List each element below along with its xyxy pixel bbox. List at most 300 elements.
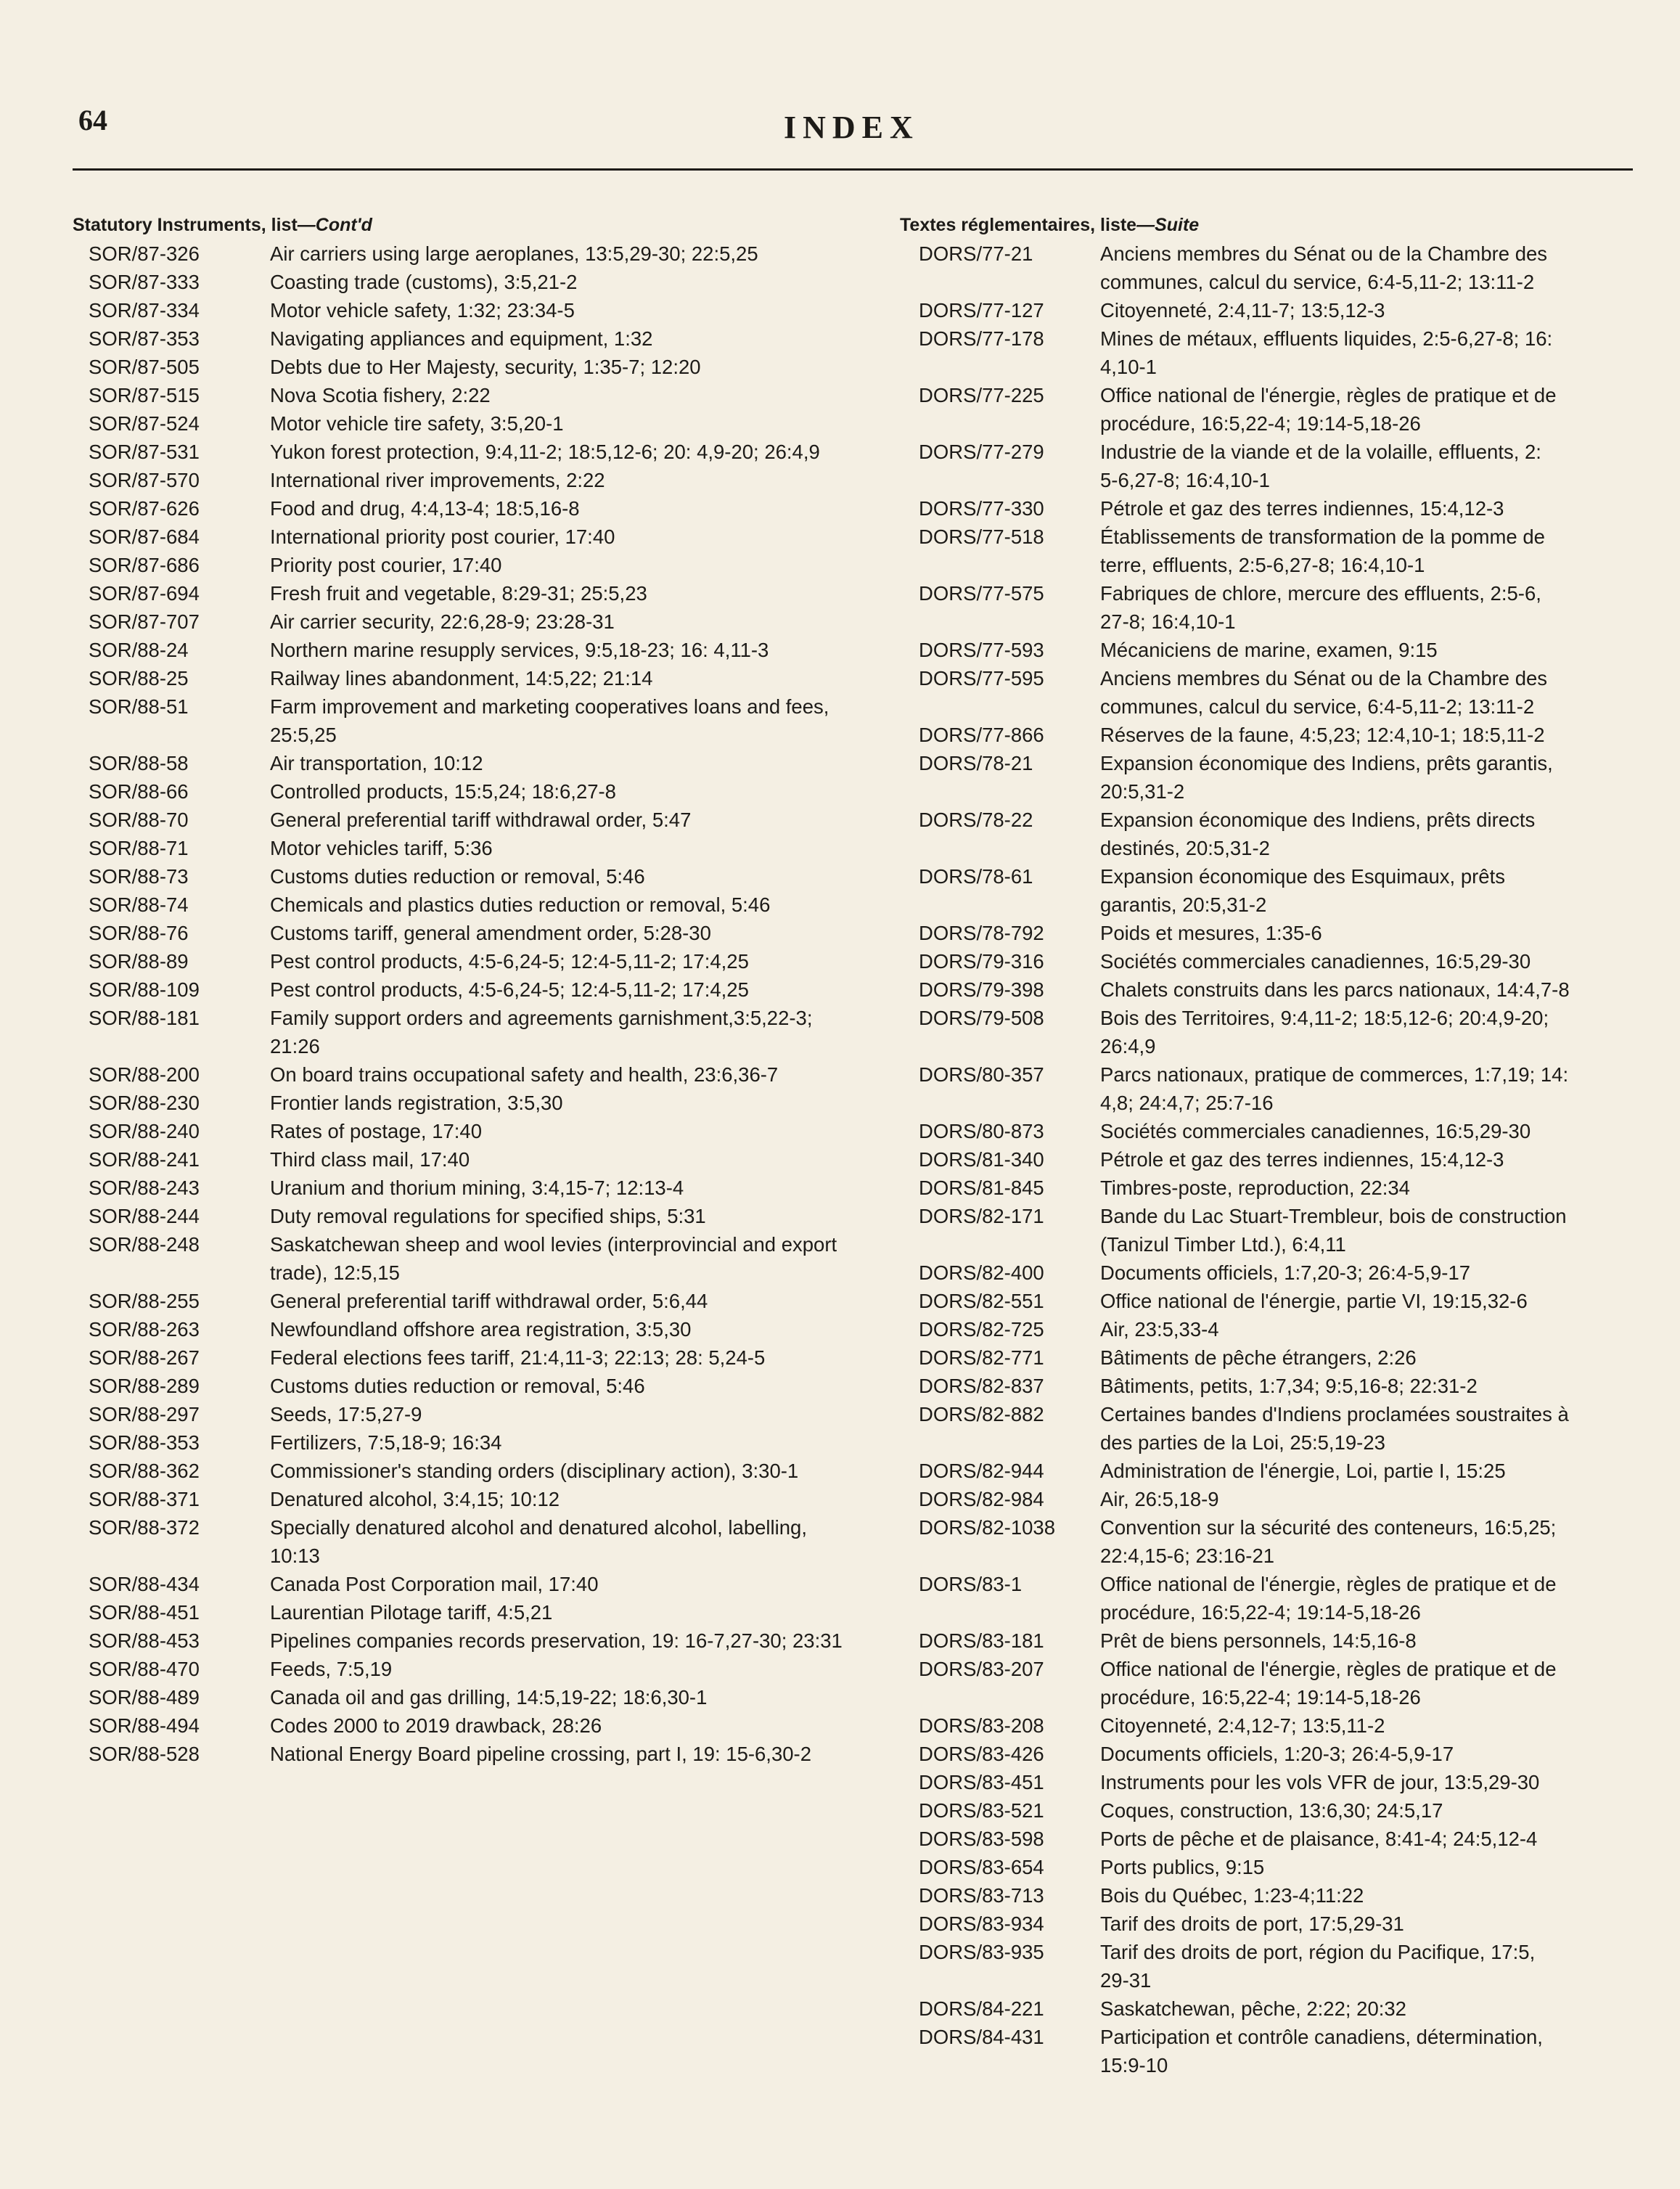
entry-code: SOR/88-70: [89, 809, 189, 831]
entry-description: [1100, 806, 1680, 862]
entry-description-line: Anciens membres du Sénat ou de la Chambre des: [1100, 667, 1548, 690]
entry-description-line: Fabriques de chlore, mercure des effluents, 2:5-6,: [1100, 582, 1541, 605]
index-entry: [900, 1627, 1680, 1655]
entry-code: SOR/88-362: [89, 1460, 200, 1482]
entry-description: Uranium and thorium mining, 3:4,15-7; 12:13-4: [270, 1177, 684, 1199]
entry-description: [1100, 947, 1680, 975]
entry-description: [1100, 1825, 1680, 1853]
entry-code: DORS/77-595: [919, 667, 1044, 690]
index-entry: [900, 1796, 1680, 1825]
entry-code: DORS/77-330: [919, 497, 1044, 520]
entry-description: [1100, 296, 1680, 324]
entry-description: General preferential tariff withdrawal order, 5:6,44: [270, 1290, 708, 1312]
entry-description-line: Bande du Lac Stuart-Trembleur, bois de construction: [1100, 1205, 1567, 1227]
index-entry: [900, 1740, 1680, 1768]
entry-code: SOR/88-73: [89, 865, 189, 888]
index-entry: [73, 579, 856, 607]
index-entry: [73, 947, 856, 975]
entry-description-line: Expansion économique des Indiens, prêts directs: [1100, 809, 1536, 831]
index-entry: [73, 1598, 856, 1627]
index-entry: [73, 296, 856, 324]
entry-code: SOR/88-58: [89, 752, 189, 774]
entry-description: Frontier lands registration, 3:5,30: [270, 1092, 563, 1114]
entry-code: DORS/77-866: [919, 724, 1044, 746]
index-entry: [900, 1768, 1680, 1796]
index-entry: [900, 1994, 1680, 2023]
entry-code: DORS/82-1038: [919, 1516, 1056, 1539]
entry-description-line: Mines de métaux, effluents liquides, 2:5-6,27-8; 16:: [1100, 327, 1553, 350]
page-title: INDEX: [784, 110, 919, 145]
index-entry: [900, 975, 1680, 1004]
index-entry: [73, 1683, 856, 1711]
entry-description-line: Coques, construction, 13:6,30; 24:5,17: [1100, 1799, 1443, 1822]
entry-description: [1100, 1315, 1680, 1343]
entry-description: Feeds, 7:5,19: [270, 1658, 393, 1680]
entry-code: DORS/78-792: [919, 922, 1044, 944]
entry-description-line: Pétrole et gaz des terres indiennes, 15:4,12-3: [1100, 1148, 1504, 1171]
entry-description: Canada Post Corporation mail, 17:40: [270, 1573, 599, 1595]
entry-description: [1100, 1343, 1680, 1372]
index-entry: [73, 777, 856, 806]
entry-code: SOR/87-326: [89, 242, 200, 265]
entry-description: Nova Scotia fishery, 2:22: [270, 384, 491, 406]
entry-description-line: Documents officiels, 1:7,20-3; 26:4-5,9-17: [1100, 1261, 1471, 1284]
entry-description-line: communes, calcul du service, 6:4-5,11-2; 13:11-2: [1100, 271, 1535, 293]
index-entry: [900, 919, 1680, 947]
entry-description-line: Office national de l'énergie, partie VI, 19:15,32-6: [1100, 1290, 1528, 1312]
entry-code: DORS/77-178: [919, 327, 1044, 350]
entry-code: DORS/81-340: [919, 1148, 1044, 1171]
index-entry: [73, 1513, 856, 1570]
entry-code: SOR/88-51: [89, 695, 189, 718]
index-entry: [900, 1372, 1680, 1400]
entry-code: DORS/82-551: [919, 1290, 1044, 1312]
index-entry: [900, 381, 1680, 438]
entry-description-line: Tarif des droits de port, région du Pacifique, 17:5,: [1100, 1941, 1536, 1963]
entry-description: [1100, 664, 1680, 721]
index-entry: [900, 1004, 1680, 1060]
index-entry: [900, 1060, 1680, 1117]
entry-code: DORS/78-21: [919, 752, 1033, 774]
entry-code: SOR/88-244: [89, 1205, 200, 1227]
entry-code: DORS/77-127: [919, 299, 1044, 322]
entry-description: Pipelines companies records preservation, 19: 16-7,27-30; 23:31: [270, 1629, 843, 1652]
entry-description: [1100, 1060, 1680, 1117]
entry-description: [1100, 523, 1680, 579]
entry-description: [1100, 1457, 1680, 1485]
entry-description: Northern marine resupply services, 9:5,18-23; 16: 4,11-3: [270, 639, 769, 661]
page-number: 64: [78, 104, 107, 136]
entry-code: SOR/88-230: [89, 1092, 200, 1114]
entry-code: DORS/82-725: [919, 1318, 1044, 1341]
entry-description: [1100, 636, 1680, 664]
entry-code: DORS/79-508: [919, 1007, 1044, 1029]
right-column-heading: [900, 212, 1680, 238]
index-entry: [73, 1372, 856, 1400]
index-entry: [900, 324, 1680, 381]
entry-code: SOR/88-200: [89, 1063, 200, 1086]
entry-description: Chemicals and plastics duties reduction or removal, 5:46: [270, 893, 771, 916]
entry-description: Specially denatured alcohol and denatured alcohol, labelling, 10:13: [270, 1516, 807, 1567]
entry-code: SOR/88-489: [89, 1686, 200, 1709]
entry-description: Federal elections fees tariff, 21:4,11-3; 22:13; 28: 5,24-5: [270, 1346, 766, 1369]
entry-description: Controlled products, 15:5,24; 18:6,27-8: [270, 780, 616, 803]
entry-code: SOR/88-372: [89, 1516, 200, 1539]
entry-description: Fertilizers, 7:5,18-9; 16:34: [270, 1431, 502, 1454]
left-entry-list: [73, 240, 856, 1768]
entry-description-line: Ports publics, 9:15: [1100, 1856, 1265, 1878]
index-entry: [900, 1825, 1680, 1853]
entry-code: DORS/83-426: [919, 1743, 1044, 1765]
entry-code: DORS/77-21: [919, 242, 1033, 265]
right-column: [900, 212, 1680, 2079]
index-entry: [73, 324, 856, 353]
index-entry: [73, 749, 856, 777]
index-entry: [73, 381, 856, 409]
entry-description: International river improvements, 2:22: [270, 469, 605, 491]
right-heading-suffix: —Suite: [1136, 215, 1200, 235]
entry-code: SOR/88-255: [89, 1290, 200, 1312]
entry-code: DORS/82-837: [919, 1375, 1044, 1397]
index-entry: [73, 1315, 856, 1343]
index-entry: [73, 1570, 856, 1598]
entry-description: Air carriers using large aeroplanes, 13:5,29-30; 22:5,25: [270, 242, 758, 265]
entry-code: SOR/88-241: [89, 1148, 200, 1171]
entry-code: SOR/88-71: [89, 837, 189, 859]
entry-description: Commissioner's standing orders (disciplinary action), 3:30-1: [270, 1460, 799, 1482]
left-column: [73, 212, 856, 1768]
entry-code: SOR/87-334: [89, 299, 200, 322]
index-entry: [900, 240, 1680, 296]
index-entry: [73, 975, 856, 1004]
entry-description-line: 29-31: [1100, 1969, 1152, 1992]
index-entry: [900, 1853, 1680, 1881]
entry-code: DORS/82-171: [919, 1205, 1044, 1227]
entry-code: DORS/79-316: [919, 950, 1044, 973]
entry-description: [1100, 240, 1680, 296]
entry-code: DORS/77-225: [919, 384, 1044, 406]
right-entry-list: [900, 240, 1680, 2079]
entry-code: DORS/84-221: [919, 1997, 1044, 2020]
entry-description: Family support orders and agreements garnishment,3:5,22-3; 21:26: [270, 1007, 813, 1057]
index-entry: [73, 1174, 856, 1202]
entry-description-line: Bois des Territoires, 9:4,11-2; 18:5,12-6; 20:4,9-20;: [1100, 1007, 1549, 1029]
entry-description: [1100, 975, 1680, 1004]
index-entry: [73, 834, 856, 862]
entry-code: DORS/83-598: [919, 1828, 1044, 1850]
entry-description: [1100, 1796, 1680, 1825]
entry-code: SOR/88-243: [89, 1177, 200, 1199]
entry-description-line: Air, 23:5,33-4: [1100, 1318, 1219, 1341]
entry-description: [1100, 1994, 1680, 2023]
entry-description-line: Office national de l'énergie, règles de pratique et de: [1100, 384, 1557, 406]
entry-description-line: Prêt de biens personnels, 14:5,16-8: [1100, 1629, 1417, 1652]
index-entry: [73, 806, 856, 834]
entry-description: Navigating appliances and equipment, 1:32: [270, 327, 653, 350]
index-entry: [900, 1881, 1680, 1910]
entry-code: DORS/83-208: [919, 1714, 1044, 1737]
entry-code: SOR/87-333: [89, 271, 200, 293]
entry-code: SOR/88-470: [89, 1658, 200, 1680]
entry-description: [1100, 1711, 1680, 1740]
entry-code: DORS/83-654: [919, 1856, 1044, 1878]
entry-description-line: Documents officiels, 1:20-3; 26:4-5,9-17: [1100, 1743, 1454, 1765]
entry-code: SOR/88-289: [89, 1375, 200, 1397]
entry-description-line: Bois du Québec, 1:23-4;11:22: [1100, 1884, 1364, 1907]
entry-description-line: 15:9-10: [1100, 2054, 1168, 2077]
index-entry: [900, 862, 1680, 919]
entry-code: SOR/88-181: [89, 1007, 200, 1029]
entry-description: Saskatchewan sheep and wool levies (interprovincial and export trade), 12:5,15: [270, 1233, 837, 1284]
entry-code: SOR/88-263: [89, 1318, 200, 1341]
entry-description-line: destinés, 20:5,31-2: [1100, 837, 1270, 859]
entry-description-line: procédure, 16:5,22-4; 19:14-5,18-26: [1100, 1686, 1421, 1709]
left-heading-main: Statutory Instruments, list: [73, 215, 298, 235]
entry-code: DORS/81-845: [919, 1177, 1044, 1199]
entry-description: [1100, 438, 1680, 494]
entry-description-line: 22:4,15-6; 23:16-21: [1100, 1544, 1275, 1567]
entry-code: SOR/87-531: [89, 441, 200, 463]
entry-description: Coasting trade (customs), 3:5,21-2: [270, 271, 578, 293]
index-entry: [73, 664, 856, 692]
index-entry: [900, 721, 1680, 749]
entry-code: SOR/88-528: [89, 1743, 200, 1765]
entry-description: Air transportation, 10:12: [270, 752, 483, 774]
entry-description-line: Convention sur la sécurité des conteneurs, 16:5,25;: [1100, 1516, 1557, 1539]
index-entry: [900, 664, 1680, 721]
entry-description-line: Poids et mesures, 1:35-6: [1100, 922, 1322, 944]
index-entry: [73, 1655, 856, 1683]
right-heading-main: Textes réglementaires, liste: [900, 215, 1137, 235]
index-entry: [73, 1004, 856, 1060]
entry-description: Debts due to Her Majesty, security, 1:35-7; 12:20: [270, 356, 701, 378]
entry-description: Yukon forest protection, 9:4,11-2; 18:5,12-6; 20: 4,9-20; 26:4,9: [270, 441, 820, 463]
entry-code: DORS/82-984: [919, 1488, 1044, 1510]
index-entry: [73, 1230, 856, 1287]
index-entry: [73, 636, 856, 664]
entry-code: SOR/88-353: [89, 1431, 200, 1454]
index-entry: [900, 1457, 1680, 1485]
entry-description: Denatured alcohol, 3:4,15; 10:12: [270, 1488, 560, 1510]
index-entry: [900, 749, 1680, 806]
entry-description-line: Chalets construits dans les parcs nationaux, 14:4,7-8: [1100, 978, 1570, 1001]
entry-description-line: Administration de l'énergie, Loi, partie I, 15:25: [1100, 1460, 1506, 1482]
entry-code: DORS/80-873: [919, 1120, 1044, 1142]
entry-description: [1100, 721, 1680, 749]
entry-code: SOR/87-570: [89, 469, 200, 491]
entry-description: [1100, 2023, 1680, 2079]
entry-code: SOR/88-24: [89, 639, 189, 661]
index-entry: [73, 438, 856, 466]
index-entry: [900, 1485, 1680, 1513]
index-entry: [73, 1457, 856, 1485]
entry-description: Fresh fruit and vegetable, 8:29-31; 25:5,23: [270, 582, 647, 605]
entry-code: SOR/87-707: [89, 610, 200, 633]
entry-description-line: garantis, 20:5,31-2: [1100, 893, 1267, 916]
entry-code: DORS/82-882: [919, 1403, 1044, 1425]
entry-description-line: Établissements de transformation de la pomme de: [1100, 525, 1545, 548]
entry-description: [1100, 1910, 1680, 1938]
entry-description-line: Certaines bandes d'Indiens proclamées soustraites à: [1100, 1403, 1569, 1425]
entry-description: Canada oil and gas drilling, 14:5,19-22; 18:6,30-1: [270, 1686, 708, 1709]
index-entry: [73, 1117, 856, 1145]
entry-description: Railway lines abandonment, 14:5,22; 21:14: [270, 667, 653, 690]
index-entry: [900, 1711, 1680, 1740]
index-entry: [900, 1259, 1680, 1287]
entry-code: SOR/87-626: [89, 497, 200, 520]
entry-code: SOR/87-353: [89, 327, 200, 350]
entry-description-line: des parties de la Loi, 25:5,19-23: [1100, 1431, 1385, 1454]
entry-description-line: procédure, 16:5,22-4; 19:14-5,18-26: [1100, 412, 1421, 435]
index-entry: [73, 523, 856, 551]
entry-description: [1100, 1400, 1680, 1457]
left-column-heading: [73, 212, 856, 238]
index-entry: [73, 1343, 856, 1372]
index-entry: [73, 240, 856, 268]
index-entry: [900, 1145, 1680, 1174]
entry-description-line: 27-8; 16:4,10-1: [1100, 610, 1236, 633]
index-entry: [900, 1117, 1680, 1145]
entry-code: SOR/87-686: [89, 554, 200, 576]
index-entry: [73, 862, 856, 891]
entry-code: DORS/77-279: [919, 441, 1044, 463]
entry-description-line: 20:5,31-2: [1100, 780, 1185, 803]
entry-description: [1100, 1768, 1680, 1796]
entry-description-line: procédure, 16:5,22-4; 19:14-5,18-26: [1100, 1601, 1421, 1624]
entry-code: DORS/77-518: [919, 525, 1044, 548]
index-entry: [73, 1145, 856, 1174]
index-entry: [900, 806, 1680, 862]
entry-code: SOR/88-66: [89, 780, 189, 803]
entry-description-line: Office national de l'énergie, règles de pratique et de: [1100, 1573, 1557, 1595]
entry-description-line: Expansion économique des Indiens, prêts garantis,: [1100, 752, 1553, 774]
entry-code: DORS/82-400: [919, 1261, 1044, 1284]
index-entry: [900, 1315, 1680, 1343]
entry-code: DORS/77-593: [919, 639, 1044, 661]
entry-description: [1100, 1145, 1680, 1174]
entry-code: SOR/87-515: [89, 384, 200, 406]
entry-description: Motor vehicle tire safety, 3:5,20-1: [270, 412, 564, 435]
entry-code: DORS/79-398: [919, 978, 1044, 1001]
entry-description: [1100, 1372, 1680, 1400]
entry-description: Motor vehicle safety, 1:32; 23:34-5: [270, 299, 575, 322]
entry-description: General preferential tariff withdrawal order, 5:47: [270, 809, 692, 831]
entry-code: DORS/83-934: [919, 1912, 1044, 1935]
entry-description: [1100, 862, 1680, 919]
entry-description: [1100, 1287, 1680, 1315]
entry-code: SOR/88-297: [89, 1403, 200, 1425]
entry-description: [1100, 1259, 1680, 1287]
entry-code: DORS/82-944: [919, 1460, 1044, 1482]
entry-description: [1100, 1627, 1680, 1655]
entry-description-line: Parcs nationaux, pratique de commerces, 1:7,19; 14:: [1100, 1063, 1569, 1086]
entry-description: [1100, 1513, 1680, 1570]
entry-code: DORS/83-181: [919, 1629, 1044, 1652]
index-entry: [900, 523, 1680, 579]
entry-description: National Energy Board pipeline crossing, part I, 19: 15-6,30-2: [270, 1743, 811, 1765]
entry-code: DORS/83-713: [919, 1884, 1044, 1907]
entry-code: SOR/88-453: [89, 1629, 200, 1652]
entry-description: [1100, 1938, 1680, 1994]
index-entry: [73, 1202, 856, 1230]
entry-description-line: Timbres-poste, reproduction, 22:34: [1100, 1177, 1410, 1199]
entry-code: SOR/88-74: [89, 893, 189, 916]
index-entry: [900, 947, 1680, 975]
entry-description: [1100, 579, 1680, 636]
entry-description-line: 26:4,9: [1100, 1035, 1156, 1057]
entry-code: DORS/83-1: [919, 1573, 1023, 1595]
index-entry: [73, 466, 856, 494]
entry-description: Motor vehicles tariff, 5:36: [270, 837, 493, 859]
index-entry: [900, 1174, 1680, 1202]
entry-description: Laurentian Pilotage tariff, 4:5,21: [270, 1601, 553, 1624]
entry-description-line: communes, calcul du service, 6:4-5,11-2; 13:11-2: [1100, 695, 1535, 718]
entry-code: SOR/88-240: [89, 1120, 200, 1142]
index-entry: [900, 579, 1680, 636]
entry-code: DORS/78-22: [919, 809, 1033, 831]
index-entry: [900, 296, 1680, 324]
entry-description-line: Air, 26:5,18-9: [1100, 1488, 1219, 1510]
index-entry: [73, 1740, 856, 1768]
entry-description: Third class mail, 17:40: [270, 1148, 470, 1171]
entry-description-line: Sociétés commerciales canadiennes, 16:5,29-30: [1100, 950, 1531, 973]
entry-description: [1100, 1117, 1680, 1145]
index-entry: [900, 2023, 1680, 2079]
entry-code: SOR/88-267: [89, 1346, 200, 1369]
left-heading-suffix: —Cont'd: [297, 215, 372, 235]
entry-code: SOR/87-524: [89, 412, 200, 435]
entry-description-line: Citoyenneté, 2:4,11-7; 13:5,12-3: [1100, 299, 1385, 322]
entry-description: On board trains occupational safety and health, 23:6,36-7: [270, 1063, 779, 1086]
entry-description: Farm improvement and marketing cooperatives loans and fees, 25:5,25: [270, 695, 829, 746]
index-entry: [900, 438, 1680, 494]
header-rule: [73, 168, 1633, 171]
entry-description: Priority post courier, 17:40: [270, 554, 502, 576]
entry-code: SOR/88-371: [89, 1488, 200, 1510]
entry-code: SOR/88-76: [89, 922, 189, 944]
entry-description-line: Sociétés commerciales canadiennes, 16:5,29-30: [1100, 1120, 1531, 1142]
entry-description: Newfoundland offshore area registration, 3:5,30: [270, 1318, 692, 1341]
index-entry: [900, 1400, 1680, 1457]
entry-description: Customs duties reduction or removal, 5:46: [270, 865, 645, 888]
entry-code: SOR/88-109: [89, 978, 200, 1001]
entry-description-line: Tarif des droits de port, 17:5,29-31: [1100, 1912, 1404, 1935]
entry-code: SOR/87-694: [89, 582, 200, 605]
entry-description: Seeds, 17:5,27-9: [270, 1403, 422, 1425]
entry-description: [1100, 1570, 1680, 1627]
index-entry: [900, 1570, 1680, 1627]
entry-code: DORS/83-207: [919, 1658, 1044, 1680]
entry-description-line: Citoyenneté, 2:4,12-7; 13:5,11-2: [1100, 1714, 1385, 1737]
entry-description: [1100, 1853, 1680, 1881]
entry-description-line: Ports de pêche et de plaisance, 8:41-4; 24:5,12-4: [1100, 1828, 1538, 1850]
entry-description-line: Réserves de la faune, 4:5,23; 12:4,10-1; 18:5,11-2: [1100, 724, 1545, 746]
entry-description: [1100, 1740, 1680, 1768]
entry-description: International priority post courier, 17:40: [270, 525, 615, 548]
entry-description: Codes 2000 to 2019 drawback, 28:26: [270, 1714, 602, 1737]
entry-code: DORS/83-935: [919, 1941, 1044, 1963]
entry-code: SOR/88-451: [89, 1601, 200, 1624]
entry-description: Customs tariff, general amendment order, 5:28-30: [270, 922, 711, 944]
entry-description-line: Saskatchewan, pêche, 2:22; 20:32: [1100, 1997, 1406, 2020]
entry-description-line: terre, effluents, 2:5-6,27-8; 16:4,10-1: [1100, 554, 1425, 576]
entry-description: Food and drug, 4:4,13-4; 18:5,16-8: [270, 497, 580, 520]
entry-description-line: Bâtiments, petits, 1:7,34; 9:5,16-8; 22:31-2: [1100, 1375, 1478, 1397]
entry-description: [1100, 1485, 1680, 1513]
entry-description: Pest control products, 4:5-6,24-5; 12:4-5,11-2; 17:4,25: [270, 978, 749, 1001]
index-entry: [900, 1202, 1680, 1259]
index-entry: [900, 1938, 1680, 1994]
